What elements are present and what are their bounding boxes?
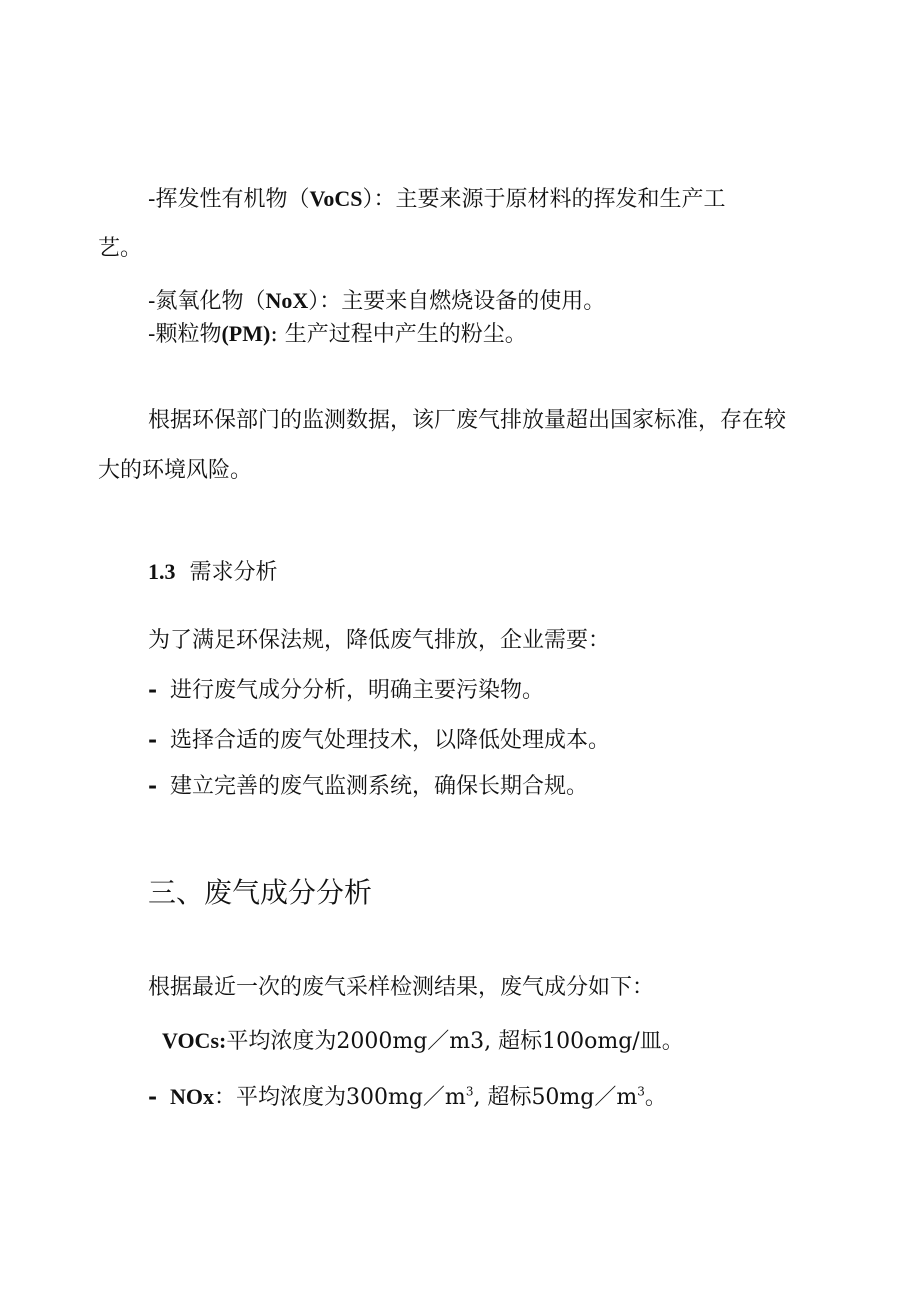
vocs-source-wrap: 艺。: [98, 236, 143, 261]
section-number: 1.3: [148, 559, 176, 584]
dash-marker: -: [148, 727, 158, 753]
nox-source-line: [148, 287, 605, 316]
section-3-heading: 三、废气成分分析: [148, 876, 373, 909]
list-item-text: 建立完善的废气监测系统，确保长期合规。: [170, 774, 589, 799]
list-item: [148, 772, 588, 801]
section-1-3-heading: [148, 558, 278, 587]
vocs-concentration-text: 平均浓度为2000mg／m3, 超标100omg/皿。: [226, 1029, 684, 1054]
vocs-label: VOCs:: [162, 1028, 227, 1053]
nox-concentration-text-1: ：平均浓度为300mg／m: [214, 1085, 466, 1110]
dash-marker: -: [148, 322, 156, 347]
nox-suffix: ）：主要来自燃烧设备的使用。: [308, 289, 606, 314]
vocs-source-line: [148, 185, 725, 214]
superscript-3: 3: [465, 1084, 474, 1099]
section-3-intro: 根据最近一次的废气采样检测结果，废气成分如下：: [148, 975, 655, 1000]
nox-label: NOx: [170, 1084, 214, 1109]
list-item-text: 选择合适的废气处理技术，以降低处理成本。: [170, 728, 611, 753]
nox-prefix: 氮氧化物（: [155, 289, 266, 314]
dash-marker: -: [148, 1084, 158, 1110]
pm-suffix: : 生产过程中产生的粉尘。: [270, 322, 527, 347]
vocs-abbr: VoCS: [309, 186, 363, 211]
dash-marker: -: [148, 187, 156, 212]
list-item: [148, 726, 610, 755]
pm-abbr: (PM): [221, 321, 271, 346]
pm-source-line: [148, 320, 527, 349]
dash-marker: -: [148, 289, 156, 314]
nox-abbr: NoX: [265, 288, 309, 313]
dash-marker: -: [148, 773, 158, 799]
monitoring-line-2: 大的环境风险。: [98, 458, 253, 483]
vocs-suffix: ）：主要来源于原材料的挥发和生产工: [362, 187, 726, 212]
dash-marker: -: [148, 677, 158, 703]
nox-concentration-text-3: 。: [644, 1085, 667, 1110]
nox-concentration-text-2: , 超标50mg／m: [473, 1085, 638, 1110]
monitoring-line-1: 根据环保部门的监测数据，该厂废气排放量超出国家标准，存在较: [148, 408, 787, 433]
vocs-concentration-line: [162, 1027, 684, 1056]
vocs-prefix: 挥发性有机物（: [155, 187, 310, 212]
list-item-text: 进行废气成分分析，明确主要污染物。: [170, 678, 545, 703]
section-title: 需求分析: [189, 560, 278, 585]
superscript-3: 3: [637, 1084, 645, 1099]
list-item: [148, 676, 544, 705]
nox-concentration-line: [148, 1083, 667, 1112]
pm-prefix: 颗粒物: [155, 322, 222, 347]
section-1-3-intro: 为了满足环保法规，降低废气排放，企业需要：: [148, 628, 611, 653]
